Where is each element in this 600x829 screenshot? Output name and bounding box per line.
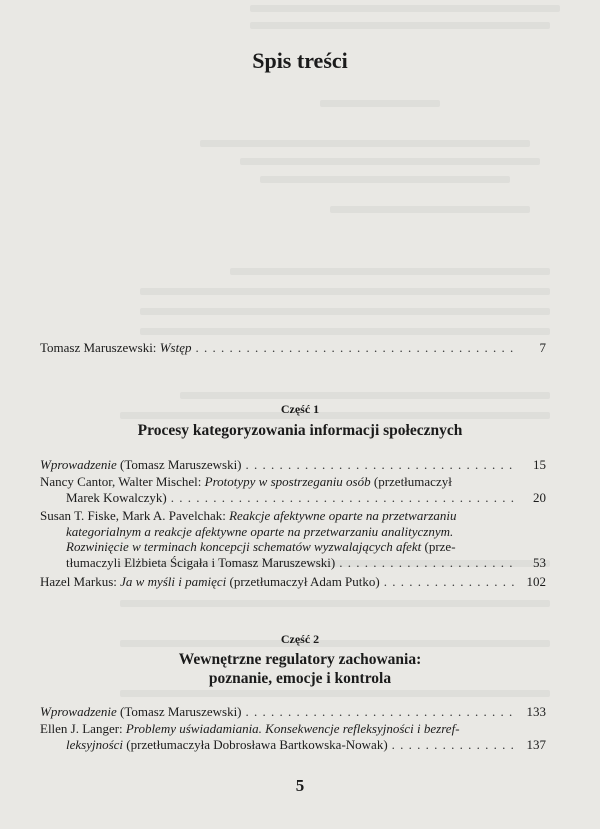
leader-dots (339, 555, 518, 571)
entry-author: Susan T. Fiske, Mark A. Pavelchak: (40, 508, 226, 523)
entry-work-cont: leksyjności (66, 736, 124, 752)
entry-translator: (przetłumaczyła Dobrosława Bartkowska-Nowak) (126, 736, 388, 752)
leader-dots (246, 457, 518, 473)
entry-work: Wprowadzenie (40, 457, 117, 472)
entry-translator: (prze- (424, 539, 456, 554)
entry-work: Wstęp (159, 340, 192, 355)
entry-translator: (przetłumaczył (373, 474, 452, 489)
toc-entry[interactable] (40, 457, 546, 473)
toc-entry[interactable] (40, 508, 546, 570)
leader-dots (392, 737, 518, 753)
part-2-title-line-2: poznanie, emocje i kontrola (208, 670, 392, 687)
entry-work: Reakcje afektywne oparte na przetwarzaniu (229, 508, 457, 523)
entry-translator-cont: tłumaczyli Elżbieta Ścigała i Tomasz Maruszewski) (66, 554, 336, 570)
entry-work-cont: kategorialnym a reakcje afektywne oparte na przetwarzaniu analitycznym. (66, 523, 454, 539)
toc-entry[interactable] (40, 721, 546, 752)
entry-translator: (przetłumaczył Adam Putko) (229, 574, 380, 589)
entry-work: Ja w myśli i pamięci (120, 574, 227, 589)
toc-entry[interactable] (40, 474, 546, 505)
entry-work-cont: Rozwinięcie w terminach koncepcji schematów wyzwalających afekt (66, 539, 422, 554)
page-title: Spis treści (252, 48, 348, 73)
leader-dots (195, 340, 518, 356)
part-2-label: Część 2 (280, 632, 320, 646)
entry-author: Tomasz Maruszewski: (40, 340, 157, 355)
entry-page: 20 (533, 489, 546, 505)
leader-dots (384, 574, 518, 590)
entry-page: 53 (533, 554, 546, 570)
leader-dots (246, 704, 518, 720)
entry-page: 133 (526, 704, 546, 719)
part-1-label: Część 1 (280, 402, 320, 416)
entry-page: 15 (533, 457, 546, 472)
entry-page: 102 (526, 574, 546, 589)
entry-translator-cont: Marek Kowalczyk) (66, 489, 167, 505)
part-2-title-line-1: Wewnętrzne regulatory zachowania: (178, 651, 422, 668)
toc-entry[interactable] (40, 704, 546, 720)
entry-work: Problemy uświadamiania. Konsekwencje refleksyjności i bezref- (125, 721, 460, 736)
leader-dots (171, 490, 518, 506)
entry-translator: (Tomasz Maruszewski) (120, 704, 242, 719)
part-1-title: Procesy kategoryzowania informacji społecznych (137, 422, 463, 439)
entry-translator: (Tomasz Maruszewski) (120, 457, 242, 472)
toc-entry-intro[interactable] (40, 340, 546, 356)
entry-work: Prototypy w spostrzeganiu osób (204, 474, 371, 489)
entry-page: 7 (539, 340, 546, 355)
entry-page: 137 (526, 736, 546, 752)
entry-author: Nancy Cantor, Walter Mischel: (40, 474, 202, 489)
toc-entry[interactable] (40, 574, 546, 590)
entry-author: Hazel Markus: (40, 574, 117, 589)
entry-work: Wprowadzenie (40, 704, 117, 719)
page-number: 5 (295, 776, 305, 795)
entry-author: Ellen J. Langer: (40, 721, 123, 736)
